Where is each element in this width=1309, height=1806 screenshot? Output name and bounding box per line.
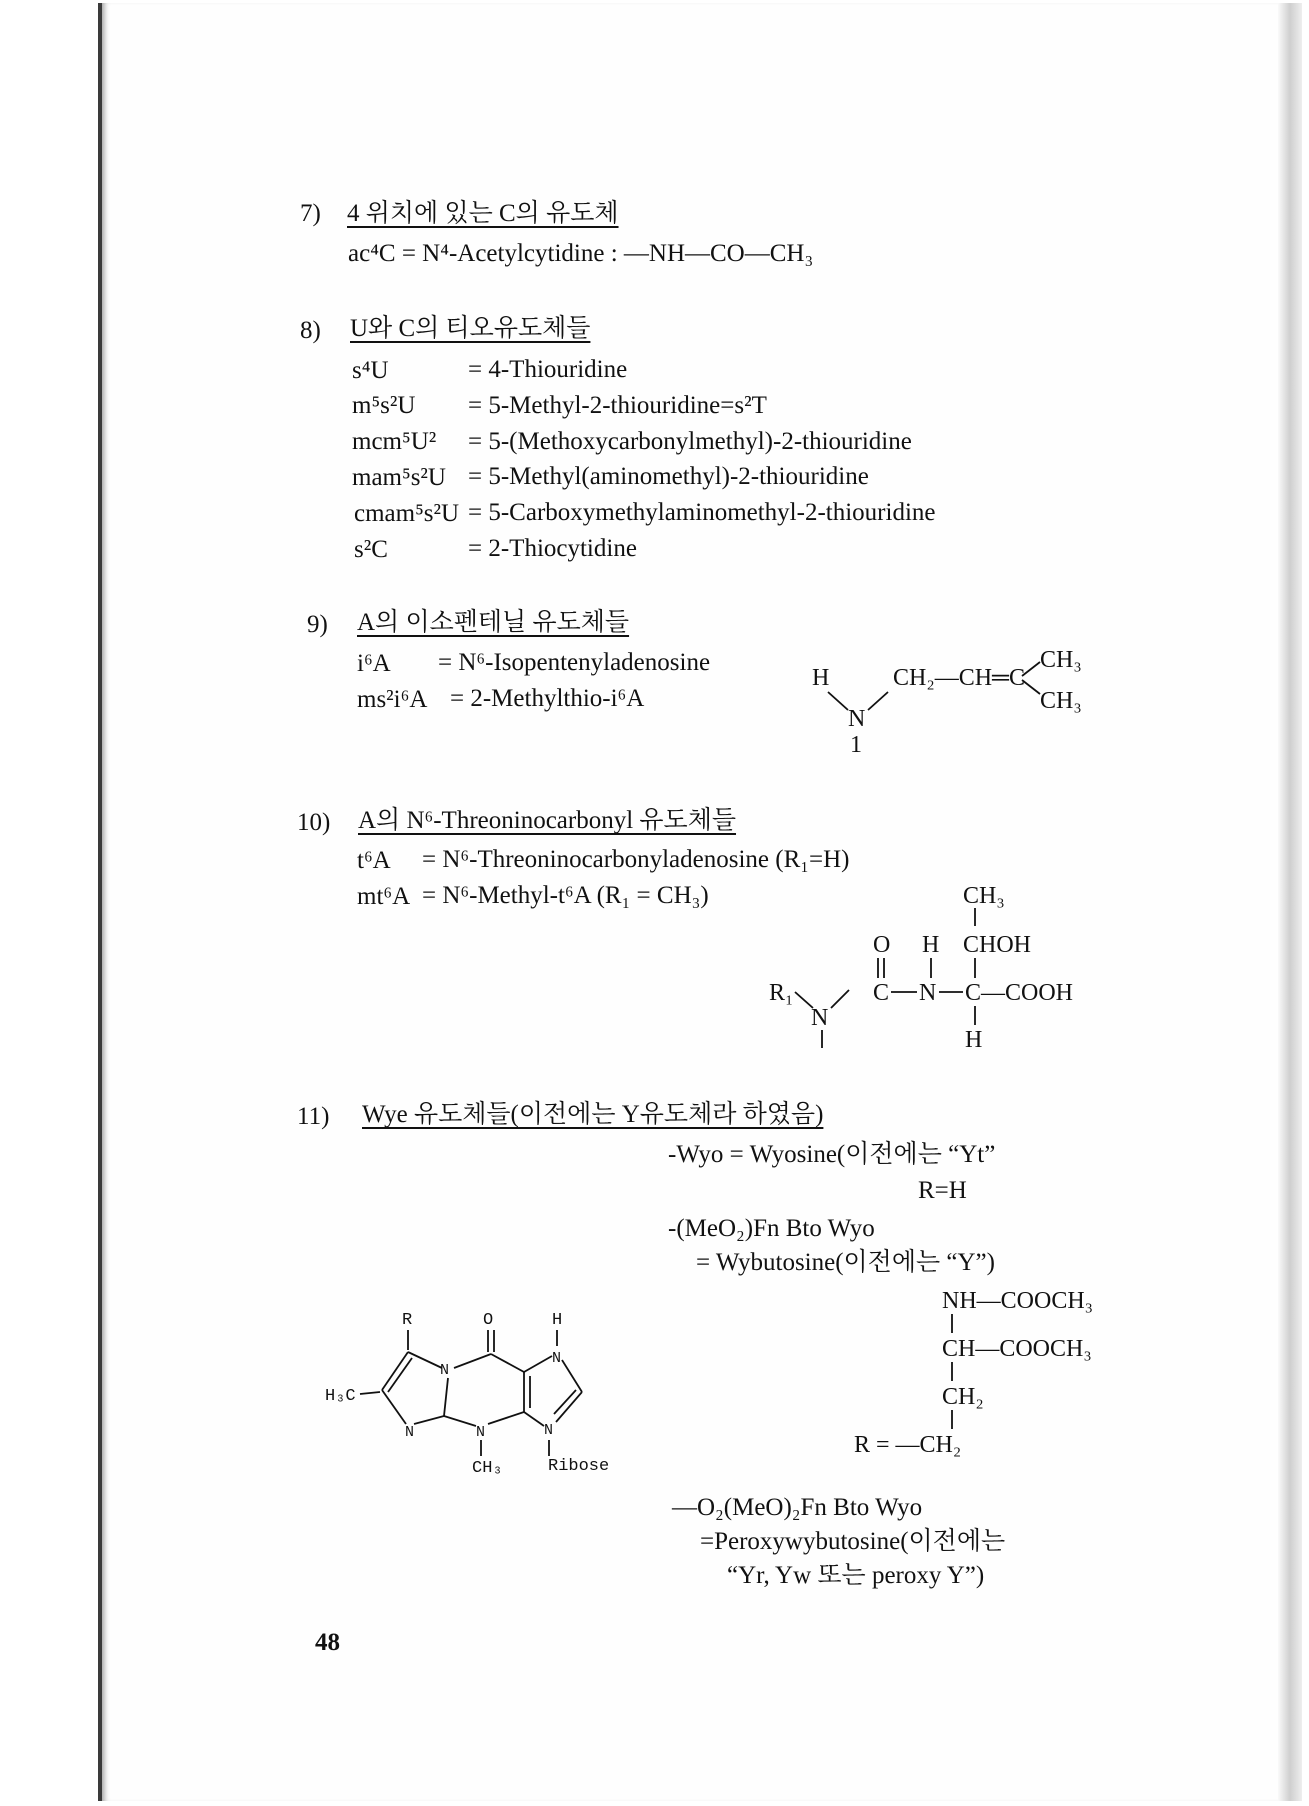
s8-abbr-1: m⁵s²U (352, 392, 416, 419)
section-10-number: 10) (297, 809, 331, 836)
s9-abbr-0: i⁶A (357, 650, 391, 677)
side-nh: NH—COOCH₃ (942, 1288, 1094, 1314)
thr-c-carbonyl: C (873, 980, 890, 1006)
s11-peroxy-old-names: “Yr, Yw 또는 peroxy Y”) (727, 1562, 985, 1589)
page-number: 48 (315, 1629, 340, 1656)
section-11-heading: Wye 유도체들(이전에는 Y유도체라 하였음) (362, 1101, 824, 1128)
ring-r: R (402, 1311, 413, 1330)
s8-abbr-5: s²C (354, 536, 388, 563)
iso-chain: CH₂—CH═C (893, 665, 1026, 691)
s8-abbr-2: mcm⁵U² (352, 428, 437, 455)
s9-name-0: = N⁶-Isopentenyladenosine (438, 649, 711, 676)
s11-peroxy-formula: —O₂(MeO)₂Fn Bto Wyo (672, 1494, 923, 1521)
ring-n-bridge: N (440, 1362, 450, 1379)
thr-r1: R₁ (769, 980, 794, 1006)
ring-ribose: Ribose (548, 1457, 610, 1476)
ring-h3c: H₃C (325, 1387, 356, 1406)
side-ch2: CH₂ (942, 1384, 984, 1410)
section-8-heading: U와 C의 티오유도체들 (350, 315, 591, 342)
s10-name-1: = N⁶-Methyl-t⁶A (R₁ = CH₃) (422, 882, 709, 909)
section-10-heading: A의 N⁶-Threoninocarbonyl 유도체들 (358, 807, 737, 834)
section-7-number: 7) (300, 200, 321, 227)
s8-name-3: = 5-Methyl(aminomethyl)-2-thiouridine (468, 463, 869, 490)
threonino-structure (765, 880, 1095, 1055)
ring-ch3: CH₃ (472, 1459, 503, 1478)
s11-rh: R=H (918, 1177, 967, 1204)
thr-n: N (919, 980, 937, 1006)
ring-o: O (483, 1311, 494, 1330)
s10-name-0: = N⁶-Threoninocarbonyladenosine (R₁=H) (422, 846, 850, 873)
section-7-line: ac⁴C = N⁴-Acetylcytidine : —NH—CO—CH₃ (348, 240, 814, 267)
thr-choh: CHOH (963, 932, 1032, 958)
s8-abbr-0: s⁴U (352, 357, 389, 384)
thr-o: O (873, 932, 891, 958)
s11-peroxy-name: =Peroxywybutosine(이전에는 (700, 1528, 1006, 1555)
iso-ch3-bottom: CH₃ (1040, 688, 1082, 714)
ring-h: H (552, 1311, 563, 1330)
s8-abbr-3: mam⁵s²U (352, 464, 446, 491)
s8-name-0: = 4-Thiouridine (468, 356, 628, 383)
thr-n-amide: N (811, 1005, 829, 1031)
section-7-heading: 4 위치에 있는 C의 유도체 (347, 200, 619, 227)
s11-mfbw: -(MeO₂)Fn Bto Wyo (668, 1215, 875, 1242)
s11-wyo: -Wyo = Wyosine(이전에는 “Yt” (668, 1141, 996, 1168)
s8-name-2: = 5-(Methoxycarbonylmethyl)-2-thiouridine (468, 428, 912, 455)
s8-abbr-4: cmam⁵s²U (354, 500, 460, 527)
wye-ring-structure (320, 1300, 650, 1480)
ring-n-ribose: N (544, 1422, 554, 1439)
iso-ch3-top: CH₃ (1040, 647, 1082, 673)
isopentenyl-structure (800, 640, 1130, 760)
s8-name-4: = 5-Carboxymethylaminomethyl-2-thiouridine (468, 499, 936, 526)
s10-abbr-0: t⁶A (357, 847, 391, 874)
wybutosine-side-chain (840, 1285, 1110, 1465)
ring-n-left: N (405, 1424, 415, 1441)
iso-one: 1 (850, 732, 862, 758)
thr-c-alpha: C (965, 980, 982, 1006)
section-8-number: 8) (300, 317, 321, 344)
thr-h: H (922, 932, 940, 958)
ring-n-methyl: N (476, 1424, 486, 1441)
thr-h-bottom: H (965, 1027, 983, 1053)
ring-n-imh: N (552, 1350, 562, 1367)
s9-name-1: = 2-Methylthio-i⁶A (450, 685, 645, 712)
s8-name-1: = 5-Methyl-2-thiouridine=s²T (468, 392, 767, 419)
section-9-heading: A의 이소펜테닐 유도체들 (357, 609, 630, 636)
s10-abbr-1: mt⁶A (357, 883, 411, 910)
iso-n: N (848, 706, 866, 732)
s11-wybutosine: = Wybutosine(이전에는 “Y”) (696, 1249, 995, 1276)
s8-name-5: = 2-Thiocytidine (468, 535, 637, 562)
thr-cooh: —COOH (981, 980, 1074, 1006)
section-11-number: 11) (297, 1103, 330, 1130)
section-9-number: 9) (307, 611, 328, 638)
s9-abbr-1: ms²i⁶A (357, 686, 428, 713)
thr-ch3: CH₃ (963, 883, 1005, 909)
side-ch: CH—COOCH₃ (942, 1336, 1092, 1362)
iso-h: H (812, 665, 830, 691)
side-r: R = —CH₂ (854, 1432, 962, 1458)
